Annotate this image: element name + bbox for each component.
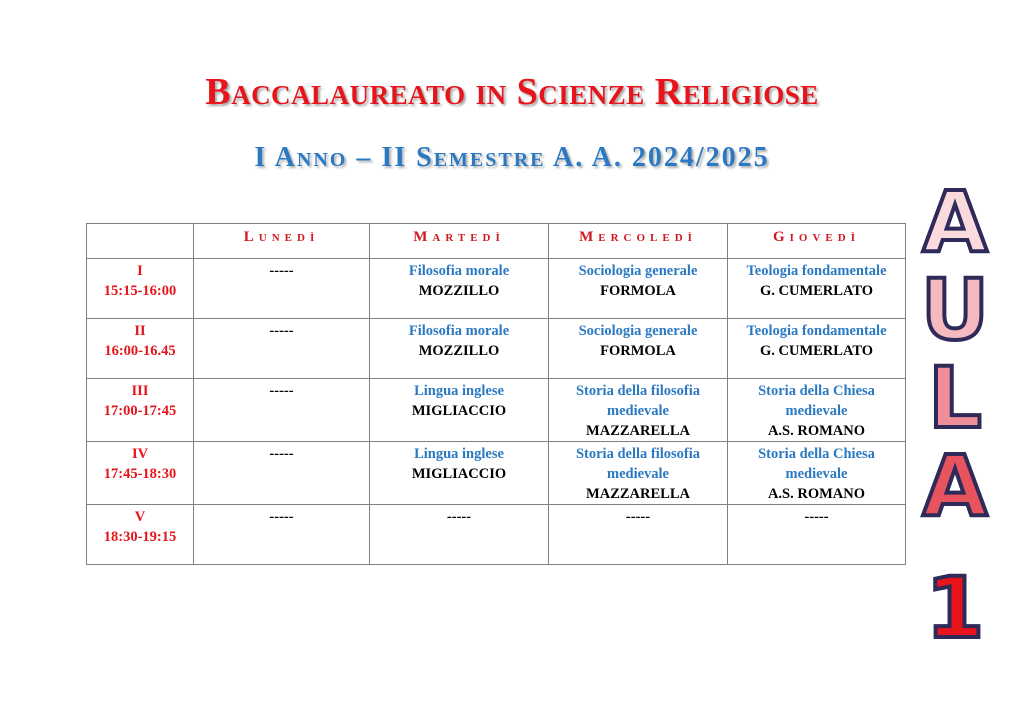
slot-time: 17:00-17:45	[103, 403, 177, 419]
schedule-cell	[370, 379, 549, 442]
empty-slot-marker: -----	[269, 263, 294, 279]
time-slot-cell	[87, 259, 194, 319]
schedule-cell	[370, 442, 549, 505]
teacher-name: G. CUMERLATO	[759, 343, 874, 359]
table-row	[87, 259, 906, 319]
slot-number: V	[134, 509, 146, 525]
timetable-header-row	[87, 224, 906, 259]
teacher-name: FORMOLA	[600, 343, 676, 359]
table-row	[87, 442, 906, 505]
teacher-name: MOZZILLO	[418, 283, 500, 299]
teacher-name: MIGLIACCIO	[411, 466, 507, 482]
teacher-name: G. CUMERLATO	[759, 283, 874, 299]
schedule-cell	[370, 319, 549, 379]
schedule-cell	[194, 259, 370, 319]
course-name: Filosofia morale	[408, 323, 510, 339]
schedule-cell	[549, 379, 728, 442]
day-header-wednesday: Mercoledì	[549, 224, 728, 259]
slot-number: IV	[131, 446, 149, 462]
teacher-name: MAZZARELLA	[586, 423, 690, 439]
room-letter: 1	[925, 559, 985, 657]
time-slot-cell	[87, 379, 194, 442]
day-header-thursday: Giovedì	[728, 224, 906, 259]
schedule-cell	[194, 442, 370, 505]
room-letter: A	[922, 437, 988, 535]
table-row	[87, 379, 906, 442]
slot-number: I	[137, 263, 143, 279]
teacher-name: MAZZARELLA	[586, 486, 690, 502]
course-name: Lingua inglese	[414, 383, 504, 399]
empty-slot-marker: -----	[446, 509, 472, 525]
slot-time: 18:30-19:15	[103, 529, 177, 545]
page-title: Baccalaureato in Scienze Religiose	[205, 71, 819, 113]
empty-slot-marker: -----	[804, 509, 829, 525]
teacher-name: A.S. ROMANO	[767, 423, 866, 439]
schedule-cell	[728, 505, 906, 565]
teacher-name: MIGLIACCIO	[411, 403, 507, 419]
slot-time: 17:45-18:30	[103, 466, 177, 482]
teacher-name: FORMOLA	[600, 283, 676, 299]
empty-slot-marker: -----	[269, 323, 294, 339]
empty-slot-marker: -----	[269, 446, 294, 462]
timetable	[86, 223, 906, 565]
slot-number: III	[131, 383, 149, 399]
course-name: Sociologia generale	[578, 263, 698, 279]
teacher-name: A.S. ROMANO	[767, 486, 866, 502]
course-name: Storia della filosofia medievale	[575, 446, 701, 482]
time-slot-cell	[87, 505, 194, 565]
course-name: Lingua inglese	[414, 446, 504, 462]
course-name: Storia della Chiesa medievale	[758, 446, 875, 482]
schedule-cell	[194, 379, 370, 442]
schedule-cell	[728, 319, 906, 379]
course-name: Teologia fondamentale	[746, 263, 887, 279]
table-row	[87, 505, 906, 565]
course-name: Storia della filosofia medievale	[575, 383, 701, 419]
slot-number: II	[134, 323, 146, 339]
table-row	[87, 319, 906, 379]
slot-time: 16:00-16.45	[104, 343, 176, 359]
schedule-cell	[370, 259, 549, 319]
corner-cell	[87, 224, 194, 259]
empty-slot-marker: -----	[269, 509, 294, 525]
schedule-cell	[194, 505, 370, 565]
teacher-name: MOZZILLO	[418, 343, 500, 359]
schedule-cell	[549, 319, 728, 379]
room-letter: L	[928, 349, 982, 447]
room-letter: A	[922, 173, 988, 271]
day-header-tuesday: Martedì	[370, 224, 549, 259]
time-slot-cell	[87, 442, 194, 505]
schedule-cell	[549, 442, 728, 505]
schedule-cell	[728, 379, 906, 442]
schedule-cell	[194, 319, 370, 379]
empty-slot-marker: -----	[269, 383, 294, 399]
schedule-cell	[370, 505, 549, 565]
slot-time: 15:15-16:00	[103, 283, 177, 299]
course-name: Storia della Chiesa medievale	[758, 383, 875, 419]
room-letter: U	[920, 261, 990, 359]
course-name: Sociologia generale	[578, 323, 698, 339]
schedule-cell	[549, 505, 728, 565]
time-slot-cell	[87, 319, 194, 379]
course-name: Filosofia morale	[408, 263, 510, 279]
empty-slot-marker: -----	[625, 509, 651, 525]
schedule-cell	[549, 259, 728, 319]
course-name: Teologia fondamentale	[746, 323, 887, 339]
day-header-monday: Lunedì	[194, 224, 370, 259]
schedule-cell	[728, 442, 906, 505]
page-subtitle: I Anno – II Semestre A. A. 2024/2025	[254, 142, 770, 173]
schedule-cell	[728, 259, 906, 319]
